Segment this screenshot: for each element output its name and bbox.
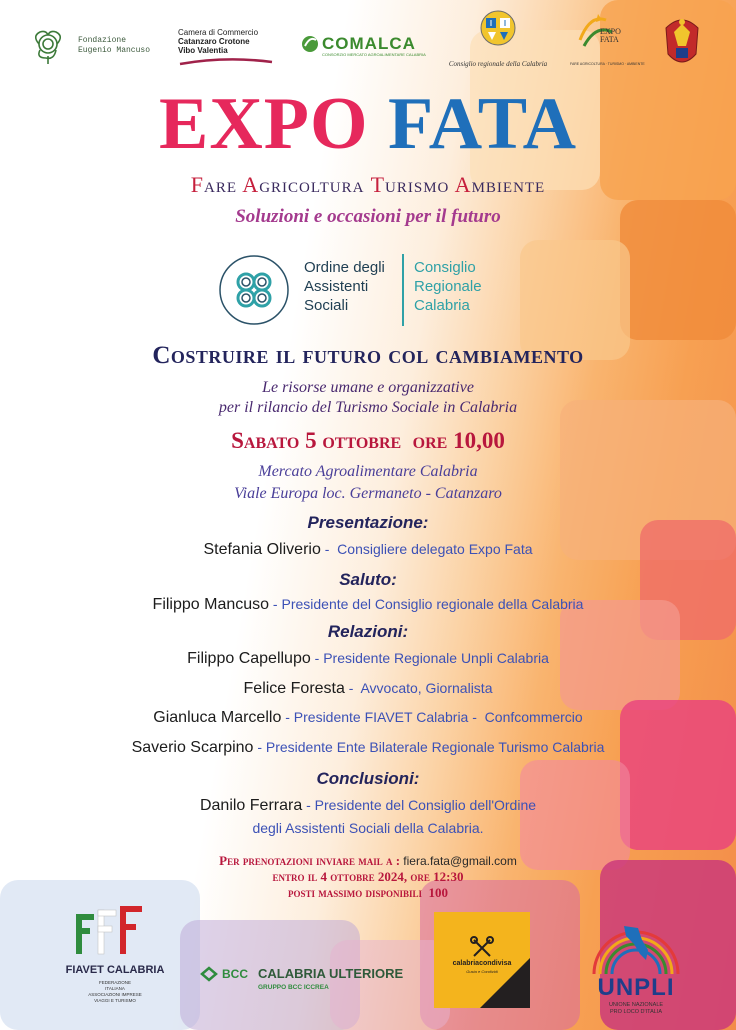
order-left-line2: Assistenti xyxy=(304,278,369,295)
booking-deadline: entro il 4 ottobre 2024, ore 12:30 xyxy=(272,869,464,884)
eugenio-line2: Eugenio Mancuso xyxy=(78,46,151,55)
speaker-role-line2: degli Assistenti Sociali della Calabria. xyxy=(252,820,484,836)
subtitle-cap-a: A xyxy=(242,172,260,197)
bcc-name: CALABRIA ULTERIORE xyxy=(258,966,404,981)
calabria-name: calabriacondivisa xyxy=(452,960,512,967)
unpli-name: UNPLI xyxy=(597,974,675,1001)
slogan: Soluzioni e occasioni per il futuro xyxy=(235,206,501,227)
order-left-line1: Ordine degli xyxy=(304,259,385,276)
speaker-name: Stefania Oliverio xyxy=(203,541,321,558)
camera-line1: Camera di Commercio xyxy=(178,28,259,37)
bcc-group: GRUPPO BCC ICCREA xyxy=(258,984,329,991)
speaker-name: Filippo Capellupo xyxy=(187,650,311,667)
booking-seats: posti massimo disponibili 100 xyxy=(287,885,449,900)
subtitle-cap-t: T xyxy=(370,172,386,197)
order-right-line1: Consiglio xyxy=(414,259,476,276)
comalca-logo xyxy=(300,34,430,58)
regional-crest-icon xyxy=(480,8,516,52)
eugenio-mancuso-logo xyxy=(24,26,154,66)
venue-line2: Viale Europa loc. Germaneto - Catanzaro xyxy=(234,485,502,502)
fiavet-sub2: ITALIANA xyxy=(105,986,125,991)
event-headline: Costruire il futuro col cambiamento xyxy=(152,342,584,369)
speaker-name: Danilo Ferrara xyxy=(199,797,303,814)
coat-of-arms-logo xyxy=(660,14,704,70)
section-relazioni: Relazioni: xyxy=(327,622,409,641)
fiavet-logo xyxy=(60,906,170,1016)
speaker-role: - Consigliere delegato Expo Fata xyxy=(320,541,533,557)
presentazione-speaker xyxy=(0,541,736,559)
comalca-tagline: CONSORZIO MERCATO AGROALIMENTARE CALABRIA xyxy=(322,52,426,57)
booking-email-link[interactable]: fiera.fata@gmail.com xyxy=(403,854,517,868)
italy-rainbow-icon xyxy=(586,916,686,976)
camera-line2: Catanzaro Crotone xyxy=(178,37,250,46)
expo-small-line1: EXPO xyxy=(600,27,621,36)
title-expo: EXPO xyxy=(158,83,369,165)
event-date: Sabato 5 ottobre ore 10,00 xyxy=(231,428,505,453)
section-saluto: Saluto: xyxy=(339,570,397,589)
order-divider xyxy=(402,254,404,326)
subtitle-word-3: urismo xyxy=(385,172,455,197)
regione-caption: Consiglio regionale della Calabria xyxy=(448,60,548,68)
unpli-logo xyxy=(584,916,688,1020)
speaker-role: - Presidente Regionale Unpli Calabria xyxy=(310,650,549,666)
saluto-speaker xyxy=(0,596,736,614)
subtitle-cap-a2: A xyxy=(454,172,472,197)
event-subheadline xyxy=(0,378,736,418)
bcc-mark-icon xyxy=(200,966,218,982)
comalca-name: COMALCA xyxy=(322,34,416,53)
conclusioni-speaker xyxy=(0,797,736,815)
order-right-line3: Calabria xyxy=(414,297,470,314)
title-fata: FATA xyxy=(388,83,578,165)
speaker-name: Felice Foresta xyxy=(243,680,345,697)
camera-commercio-logo xyxy=(178,28,274,68)
relazioni-speaker xyxy=(0,739,736,757)
booking-info xyxy=(0,853,736,901)
section-conclusioni: Conclusioni: xyxy=(316,769,420,788)
fiavet-name: FIAVET CALABRIA xyxy=(65,964,165,976)
camera-line3: Vibo Valentia xyxy=(178,46,228,55)
subheadline-line2: per il rilancio del Turismo Sociale in Calabria xyxy=(218,399,518,416)
rose-icon xyxy=(24,26,72,66)
speaker-name: Saverio Scarpino xyxy=(131,739,254,756)
order-left-line3: Sociali xyxy=(304,297,349,314)
calabria-condivisa-logo xyxy=(434,912,530,1008)
subtitle xyxy=(0,172,736,198)
unpli-sub1: UNIONE NAZIONALE xyxy=(608,1002,664,1008)
unpli-sub2: PRO LOCO D'ITALIA xyxy=(610,1009,662,1015)
bcc-logo xyxy=(200,966,410,998)
main-title xyxy=(0,84,736,164)
event-venue xyxy=(0,461,736,505)
bcc-prefix: BCC xyxy=(222,967,248,981)
speaker-role: - Presidente Ente Bilaterale Regionale Turismo Calabria xyxy=(253,739,605,755)
section-presentazione: Presentazione: xyxy=(307,513,429,532)
relazioni-speaker xyxy=(0,680,736,698)
expo-small-line3: FARE AGRICOLTURA · TURISMO · AMBIENTE xyxy=(570,62,645,66)
speaker-role: - Presidente del Consiglio regionale della Calabria xyxy=(269,596,584,612)
booking-label: Per prenotazioni inviare mail a : xyxy=(219,853,404,868)
fiavet-sub4: VIAGGI E TURISMO xyxy=(94,998,136,1003)
leaf-icon xyxy=(300,34,320,54)
subtitle-cap-f: F xyxy=(190,172,204,197)
eugenio-line1: Fondazione xyxy=(78,36,127,45)
camera-swoosh-icon xyxy=(178,58,274,66)
subtitle-word-4: mbiente xyxy=(471,172,546,197)
fiavet-sub3: ASSOCIAZIONI IMPRESE xyxy=(88,992,142,997)
regione-calabria-logo xyxy=(448,8,548,70)
subtitle-word-2: gricoltura xyxy=(259,172,371,197)
expo-small-line2: FATA xyxy=(600,35,619,44)
speaker-name: Gianluca Marcello xyxy=(153,709,282,726)
fiavet-sub1: FEDERAZIONE xyxy=(98,980,131,985)
order-assistenti-logo xyxy=(216,252,506,328)
relazioni-speaker xyxy=(0,709,736,727)
speaker-role: - Presidente del Consiglio dell'Ordine xyxy=(302,797,537,813)
conclusioni-role-continued xyxy=(0,820,736,838)
fff-mark-icon xyxy=(76,906,146,958)
speaker-role: - Avvocato, Giornalista xyxy=(344,680,493,696)
expo-fata-small-logo xyxy=(570,10,645,70)
subheadline-line1: Le risorse umane e organizzative xyxy=(262,379,474,396)
speaker-name: Filippo Mancuso xyxy=(152,596,270,613)
order-right-line2: Regionale xyxy=(414,278,482,295)
venue-line1: Mercato Agroalimentare Calabria xyxy=(258,463,478,480)
relazioni-speaker xyxy=(0,650,736,668)
speaker-role: - Presidente FIAVET Calabria - Confcommercio xyxy=(281,709,583,725)
subtitle-word-1: are xyxy=(204,172,243,197)
partner-logos-bar xyxy=(0,0,736,80)
calabria-tag: Gusta e Condividi xyxy=(466,969,498,974)
eagle-crest-icon xyxy=(660,14,704,70)
knot-emblem-icon xyxy=(216,252,292,328)
